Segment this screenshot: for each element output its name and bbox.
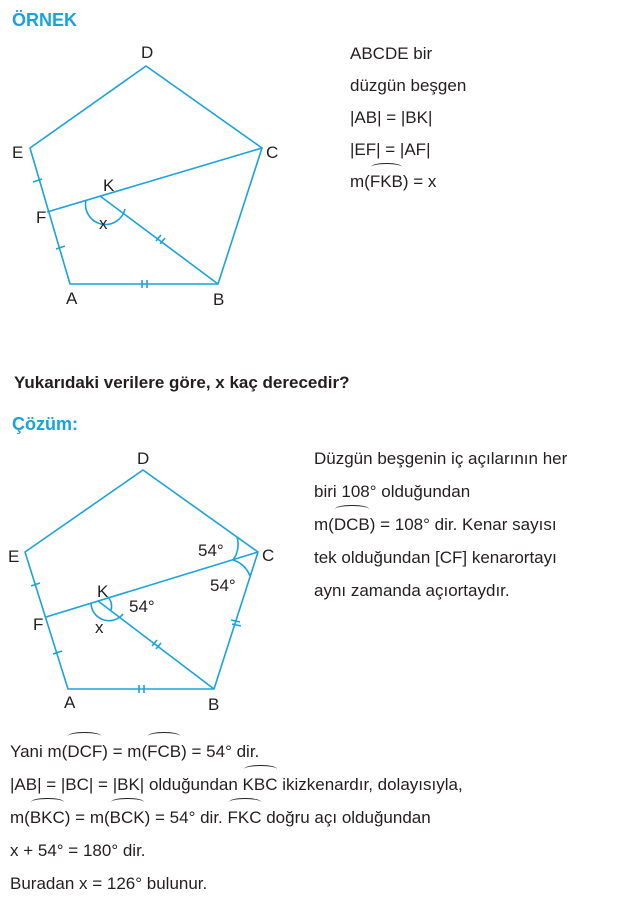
label-k-2: K xyxy=(97,582,109,601)
explanation-line-1: Yani m(DCF) = m(FCB) = 54° dir. xyxy=(10,735,463,768)
given-line-4: |EF| = |AF| xyxy=(350,140,431,159)
explanation-line-5: Buradan x = 126° bulunur. xyxy=(10,874,208,893)
para-line-2: biri 108° olduğundan xyxy=(314,482,471,501)
angle-fcb: FCB xyxy=(147,735,181,768)
label-e: E xyxy=(12,143,24,162)
label-k: K xyxy=(103,176,115,195)
label-d: D xyxy=(141,43,154,62)
label-b-2: B xyxy=(208,695,220,714)
label-c: C xyxy=(266,143,279,162)
solution-heading: Çözüm: xyxy=(12,414,78,434)
solution-explanation xyxy=(10,735,463,900)
given-line-3: |AB| = |BK| xyxy=(350,108,433,127)
label-a: A xyxy=(66,289,78,308)
angle-fkb: FKB xyxy=(370,166,403,198)
angle-c-top-arc xyxy=(233,537,238,560)
example-heading: ÖRNEK xyxy=(12,10,78,30)
para-line-1: Düzgün beşgenin iç açılarının her xyxy=(314,449,568,468)
question-text: Yukarıdaki verilere göre, x kaç derecedir? xyxy=(14,373,350,392)
label-f-2: F xyxy=(33,615,44,634)
para-line-5: aynı zamanda açıortaydır. xyxy=(314,581,510,600)
tick-cb-2a xyxy=(231,620,240,622)
label-x: x xyxy=(99,214,108,233)
label-f: F xyxy=(36,208,47,227)
explanation-line-3: m(BKC) = m(BCK) = 54° dir. FKC doğru açı olduğundan xyxy=(10,801,463,834)
para-line-3: m(DCB) = 108° dir. Kenar sayısı xyxy=(314,508,610,541)
angle-bck: BCK xyxy=(110,801,145,834)
label-c-2: C xyxy=(262,546,275,565)
given-line-1: ABCDE bir xyxy=(350,44,433,63)
angle-dcf: DCF xyxy=(67,735,102,768)
tick-cb-2b xyxy=(232,624,241,626)
segment-kb-2 xyxy=(98,601,214,689)
explanation-line-4: x + 54° = 180° dir. xyxy=(10,841,146,860)
explanation-line-2: |AB| = |BC| = |BK| olduğundan KBC ikizkenardır, dolayısıyla, xyxy=(10,768,463,801)
angle-label-bottom: 54° xyxy=(210,576,236,595)
given-line-2: düzgün beşgen xyxy=(350,76,467,95)
solution-paragraph xyxy=(314,442,610,607)
label-x-2: x xyxy=(95,618,104,637)
given-line-5: m(FKB) = x xyxy=(350,166,466,198)
label-b: B xyxy=(213,290,225,309)
angle-fkc: FKC xyxy=(228,801,262,834)
label-e-2: E xyxy=(8,547,20,566)
para-line-4: tek olduğundan [CF] kenarortayı xyxy=(314,548,557,567)
tick-fa xyxy=(56,246,65,249)
angle-label-top: 54° xyxy=(198,541,224,560)
triangle-kbc: KBC xyxy=(243,768,278,801)
segment-kb xyxy=(100,196,218,284)
angle-dcb: DCB xyxy=(334,508,370,541)
angle-bkc: BKC xyxy=(30,801,65,834)
label-d-2: D xyxy=(137,449,150,468)
label-a-2: A xyxy=(64,693,76,712)
angle-c-bottom-arc xyxy=(233,560,250,576)
given-info xyxy=(350,38,466,198)
segment-fc xyxy=(47,148,262,212)
example-pentagon-diagram xyxy=(0,0,622,340)
angle-label-k: 54° xyxy=(129,597,155,616)
pentagon-abcde xyxy=(30,66,262,284)
